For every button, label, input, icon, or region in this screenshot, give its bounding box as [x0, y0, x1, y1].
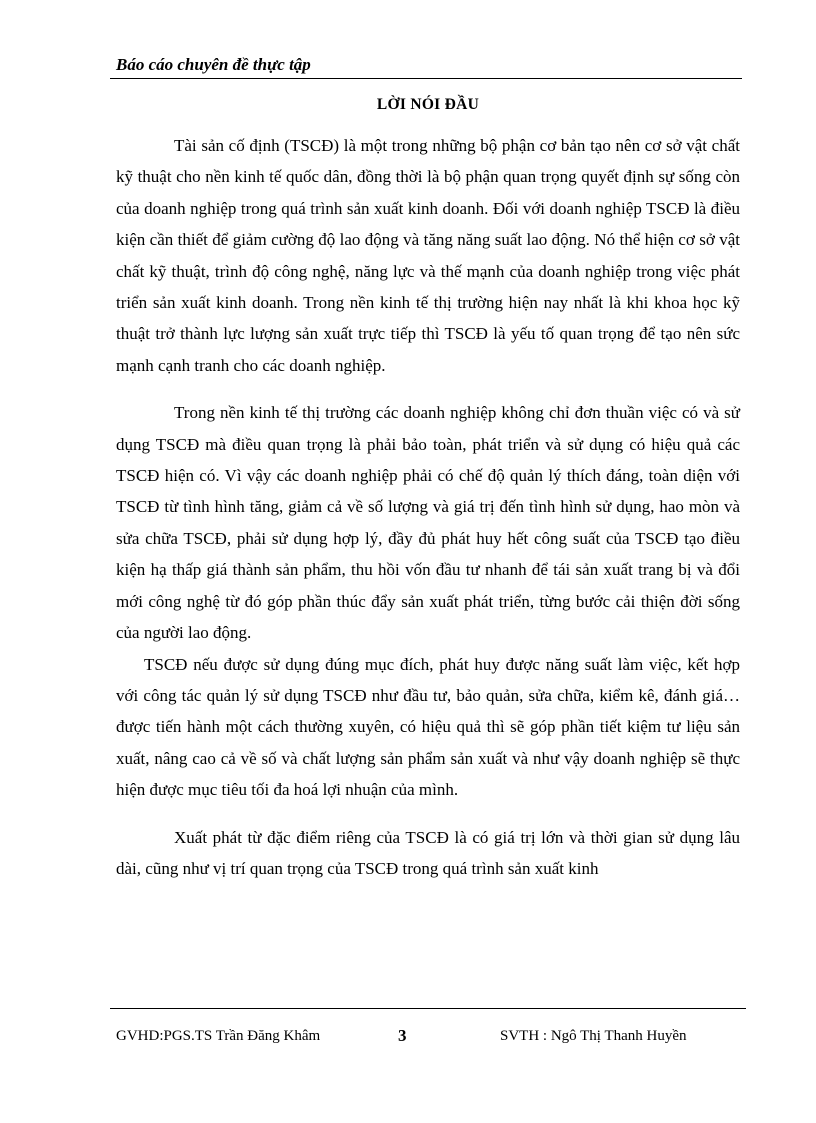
- footer-rule: [110, 1008, 746, 1009]
- footer-advisor: GVHD:PGS.TS Trần Đăng Khâm: [116, 1028, 321, 1044]
- header-rule: [110, 78, 742, 79]
- paragraph-3: TSCĐ nếu được sử dụng đúng mục đích, phát huy được năng suất làm việc, kết hợp với công tác quản lý sử dụng TSCĐ như đầu tư, bảo quản, sửa chữa, kiểm kê, đánh giá… được tiến hành một cách thường xuyên, có hiệu quả thì sẽ góp phần tiết kiệm tư liệu sản xuất, nâng cao cả về số và chất lượng sản phẩm sản xuất và như vậy doanh nghiệp sẽ thực hiện được mục tiêu tối đa hoá lợi nhuận của mình.: [116, 654, 740, 800]
- page-number: 3: [398, 1026, 407, 1045]
- footer-student: SVTH : Ngô Thị Thanh Huyền: [500, 1028, 687, 1044]
- header-title: Báo cáo chuyên đề thực tập: [116, 55, 311, 74]
- body-text: [116, 130, 740, 884]
- page-title: LỜI NÓI ĐẦU: [376, 96, 480, 113]
- paragraph-2: Trong nền kinh tế thị trường các doanh nghiệp không chỉ đơn thuần việc có và sử dụng TSCĐ mà điều quan trọng là phải bảo toàn, phát triển và sử dụng có hiệu quả các TSCĐ hiện có. Vì vậy các doanh nghiệp phải có chế độ quản lý thích đáng, toàn diện với TSCĐ từ tình hình tăng, giảm cả về số lượng và giá trị đến tình hình sử dụng, hao mòn và sửa chữa TSCĐ, phải sử dụng hợp lý, đầy đủ phát huy hết công suất của TSCĐ tạo điều kiện hạ thấp giá thành sản phẩm, thu hồi vốn đầu tư nhanh để tái sản xuất trang bị và đổi mới công nghệ từ đó góp phần thúc đẩy sản xuất phát triển, từng bước cải thiện đời sống của người lao động.: [116, 403, 740, 643]
- paragraph-4: Xuất phát từ đặc điểm riêng của TSCĐ là có giá trị lớn và thời gian sử dụng lâu dài, cũng như vị trí quan trọng của TSCĐ trong quá trình sản xuất kinh: [116, 827, 740, 878]
- paragraph-1: Tài sản cố định (TSCĐ) là một trong những bộ phận cơ bản tạo nên cơ sở vật chất kỹ thuật cho nền kinh tế quốc dân, đồng thời là bộ phận quan trọng quyết định sự sống còn của doanh nghiệp trong quá trình sản xuất kinh doanh. Đối với doanh nghiệp TSCĐ là điều kiện cần thiết để giảm cường độ lao động và tăng năng suất lao động. Nó thể hiện cơ sở vật chất kỹ thuật, trình độ công nghệ, năng lực và thế mạnh của doanh nghiệp trong việc phát triển sản xuất kinh doanh. Trong nền kinh tế thị trường hiện nay nhất là khi khoa học kỹ thuật trở thành lực lượng sản xuất trực tiếp thì TSCĐ là yếu tố quan trọng để tạo nên sức mạnh cạnh tranh cho các doanh nghiệp.: [116, 136, 740, 375]
